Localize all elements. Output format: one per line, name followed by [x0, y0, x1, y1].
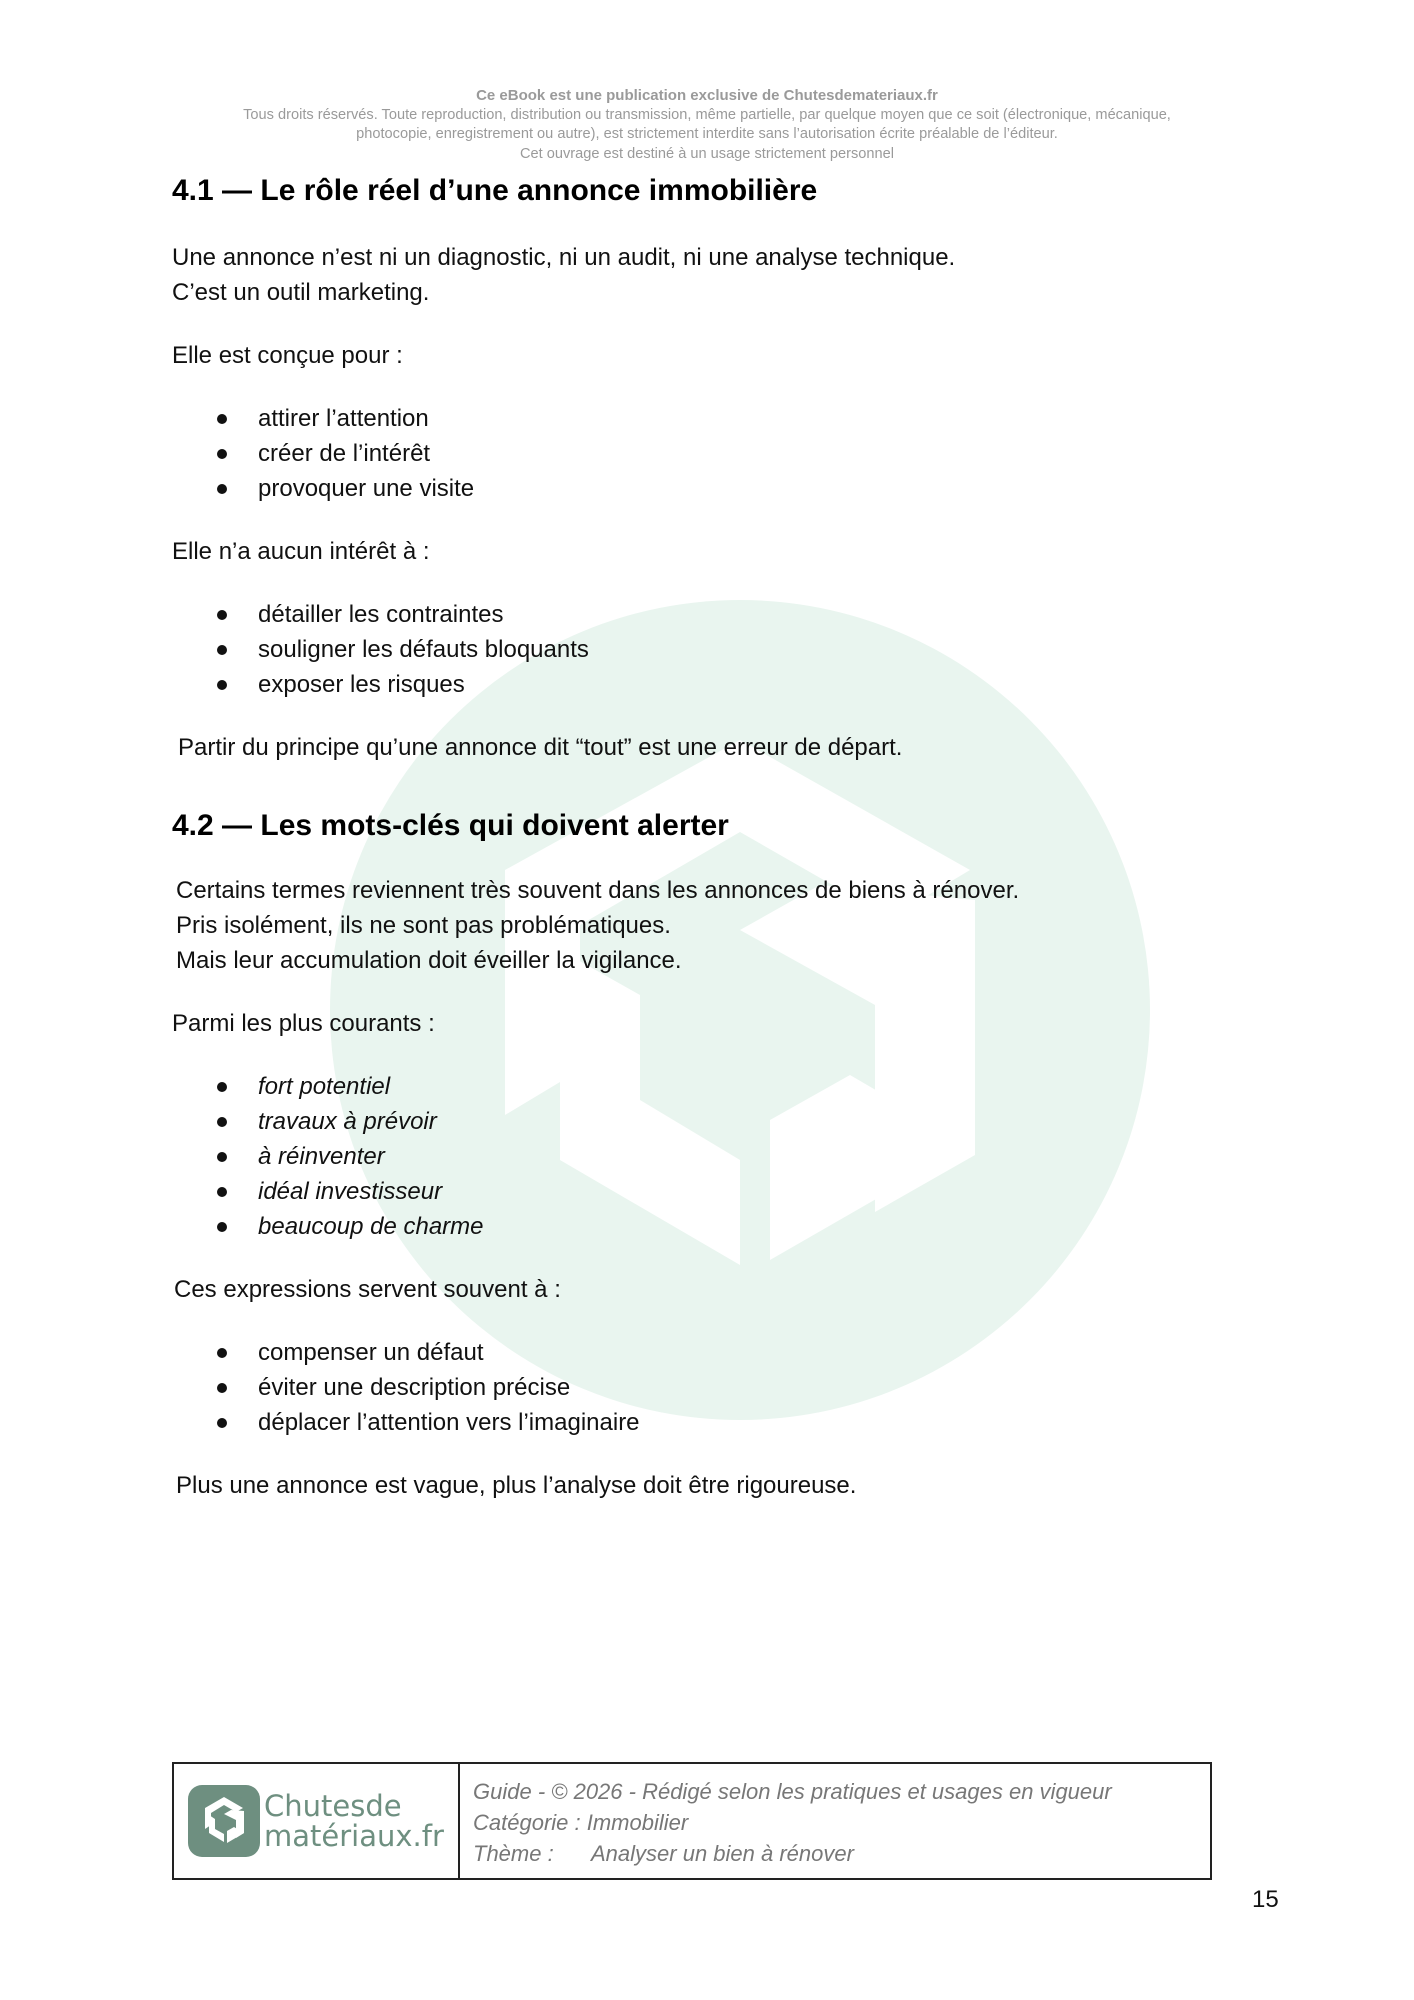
section-title-4-2: 4.2 — Les mots-clés qui doivent alerter — [172, 809, 729, 842]
header-usage-line: Cet ouvrage est destiné à un usage strictement personnel — [520, 145, 894, 162]
section2-intro-line3: Mais leur accumulation doit éveiller la vigilance. — [176, 947, 682, 974]
list-item: travaux à prévoir — [172, 1104, 1252, 1139]
no-interest-label: Elle n’a aucun intérêt à : — [172, 538, 430, 565]
footer-theme-line — [473, 1838, 1210, 1869]
section2-intro-line1: Certains termes reviennent très souvent dans les annonces de biens à rénover. — [176, 877, 1020, 904]
list-item: beaucoup de charme — [172, 1209, 1252, 1244]
brand-name-line1: Chutesde — [264, 1789, 402, 1823]
section1-intro-line1: Une annonce n’est ni un diagnostic, ni un audit, ni une analyse technique. — [172, 244, 956, 271]
no-interest-list — [172, 597, 1252, 702]
purpose-label: Elle est conçue pour : — [172, 342, 403, 369]
page-number: 15 — [1252, 1886, 1279, 1913]
footer-logo — [174, 1764, 460, 1878]
footer-guide-line: Guide - © 2026 - Rédigé selon les pratiques et usages en vigueur — [473, 1779, 1112, 1804]
brand-name-line2: matériaux.fr — [264, 1819, 444, 1853]
list-item: souligner les défauts bloquants — [172, 632, 1252, 667]
section1-conclusion: Partir du principe qu’une annonce dit “tout” est une erreur de départ. — [178, 734, 903, 761]
copyright-header — [150, 86, 1264, 164]
page-content — [172, 172, 1252, 1503]
uses-label: Ces expressions servent souvent à : — [174, 1276, 561, 1303]
list-item: compenser un défaut — [172, 1335, 1252, 1370]
footer-theme-value: Analyser un bien à rénover — [591, 1841, 854, 1866]
keywords-label: Parmi les plus courants : — [172, 1010, 435, 1037]
section2-conclusion: Plus une annonce est vague, plus l’analyse doit être rigoureuse. — [176, 1472, 857, 1499]
purpose-list — [172, 401, 1252, 506]
footer-theme-label: Thème : — [473, 1841, 554, 1866]
brand-name — [264, 1791, 444, 1851]
list-item: créer de l’intérêt — [172, 436, 1252, 471]
header-rights-line-2: photocopie, enregistrement ou autre), est strictement interdite sans l’autorisation écrite préalable de l’éditeur. — [356, 126, 1058, 142]
section-title-4-1: 4.1 — Le rôle réel d’une annonce immobilière — [172, 174, 818, 207]
header-publication-line: Ce eBook est une publication exclusive de Chutesdemateriaux.fr — [476, 87, 938, 104]
list-item: exposer les risques — [172, 667, 1252, 702]
footer-box — [172, 1762, 1212, 1880]
list-item: fort potentiel — [172, 1069, 1252, 1104]
brand-logo-icon — [188, 1785, 260, 1857]
uses-list — [172, 1335, 1252, 1440]
list-item: détailler les contraintes — [172, 597, 1252, 632]
list-item: éviter une description précise — [172, 1370, 1252, 1405]
section1-intro-line2: C’est un outil marketing. — [172, 279, 430, 306]
keywords-list — [172, 1069, 1252, 1244]
list-item: à réinventer — [172, 1139, 1252, 1174]
header-rights-line: Tous droits réservés. Toute reproduction, distribution ou transmission, même partielle, par quelque moyen que ce soit (électronique, mécanique, — [243, 106, 1171, 123]
list-item: déplacer l’attention vers l’imaginaire — [172, 1405, 1252, 1440]
footer-category-line: Catégorie : Immobilier — [473, 1810, 689, 1835]
list-item: idéal investisseur — [172, 1174, 1252, 1209]
list-item: provoquer une visite — [172, 471, 1252, 506]
footer-info — [460, 1764, 1210, 1878]
section2-intro-line2: Pris isolément, ils ne sont pas problématiques. — [176, 912, 671, 939]
list-item: attirer l’attention — [172, 401, 1252, 436]
